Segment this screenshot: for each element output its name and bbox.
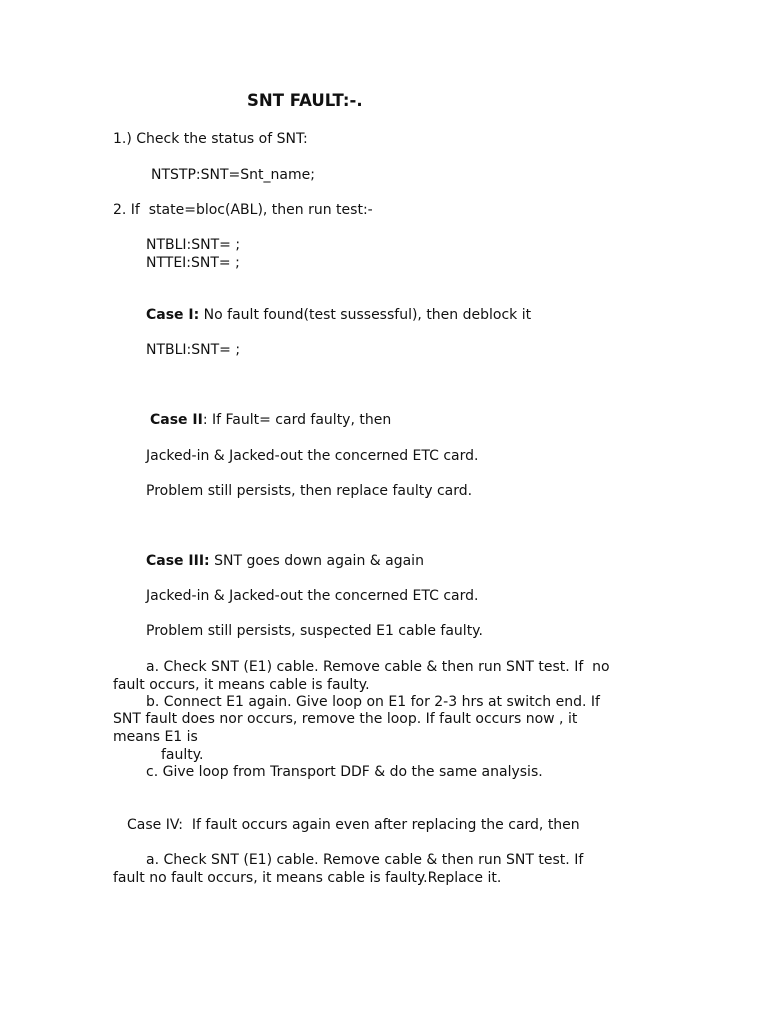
case-4-item-a-line-2: fault no fault occurs, it means cable is faulty.Replace it. — [113, 870, 502, 886]
case-3-text: SNT goes down again & again — [209, 553, 424, 569]
case-1-label: Case I: — [146, 307, 200, 323]
step-1-text: 1.) Check the status of SNT: — [113, 131, 308, 147]
case-3-item-b-line-1: b. Connect E1 again. Give loop on E1 for 2-3 hrs at switch end. If — [146, 694, 600, 710]
page-title: SNT FAULT:-. — [247, 91, 363, 110]
case-2-line-1: Jacked-in & Jacked-out the concerned ETC card. — [146, 448, 479, 464]
step-1-command: NTSTP:SNT=Snt_name; — [151, 167, 315, 183]
case-1-text: No fault found(test sussessful), then deblock it — [199, 307, 532, 323]
case-2-line-2: Problem still persists, then replace faulty card. — [146, 483, 473, 499]
case-3-item-a-line-2: fault occurs, it means cable is faulty. — [113, 677, 370, 693]
case-4-heading: Case IV: If fault occurs again even after replacing the card, then — [127, 817, 580, 833]
step-2-command-1: NTBLI:SNT= ; — [146, 237, 241, 253]
case-3-item-b-line-2: SNT fault does nor occurs, remove the loop. If fault occurs now , it — [113, 711, 578, 727]
case-3-item-b-line-3: means E1 is — [113, 729, 198, 745]
case-3-label: Case III: — [146, 553, 210, 569]
case-3-item-c: c. Give loop from Transport DDF & do the same analysis. — [146, 764, 543, 780]
case-1-command: NTBLI:SNT= ; — [146, 342, 241, 358]
case-2-text: : If Fault= card faulty, then — [202, 412, 392, 428]
case-3-line-1: Jacked-in & Jacked-out the concerned ETC card. — [146, 588, 479, 604]
case-3-item-b-line-4: faulty. — [161, 747, 204, 763]
case-2-heading — [150, 412, 391, 428]
case-4-item-a-line-1: a. Check SNT (E1) cable. Remove cable & then run SNT test. If — [146, 852, 584, 868]
step-2-text: 2. If state=bloc(ABL), then run test:- — [113, 202, 373, 218]
case-3-heading — [146, 553, 424, 569]
case-2-label: Case II — [150, 412, 203, 428]
case-3-line-2: Problem still persists, suspected E1 cable faulty. — [146, 623, 483, 639]
case-3-item-a-line-1: a. Check SNT (E1) cable. Remove cable & then run SNT test. If no — [146, 659, 610, 675]
case-1-heading — [146, 307, 531, 323]
step-2-command-2: NTTEI:SNT= ; — [146, 255, 240, 271]
